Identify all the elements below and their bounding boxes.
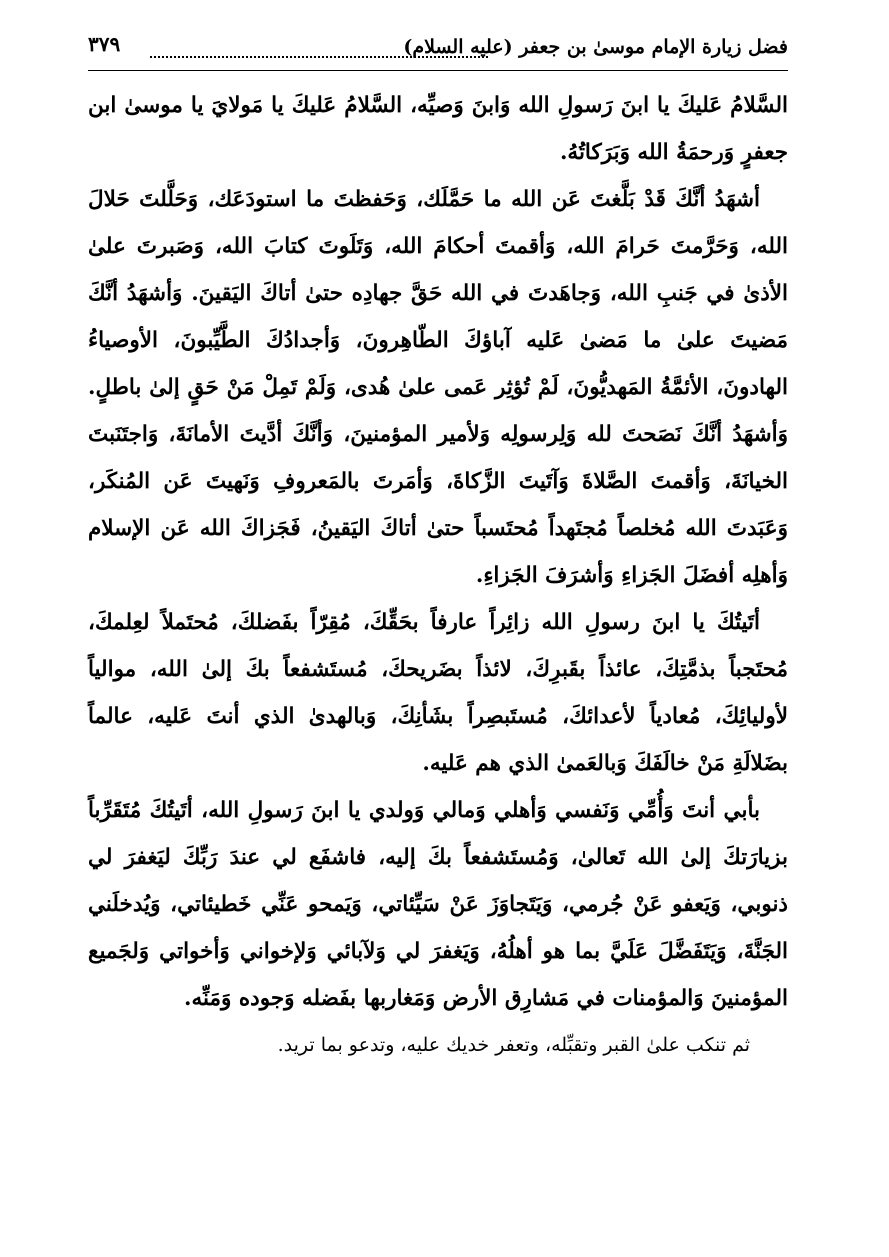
paragraph-visit: أتَيتُكَ يا ابنَ رسولِ الله زائِراً عارفاً بحَقِّكَ، مُقِرّاً بفَضلكَ، مُحتَملاً لعِلمكَ، مُحتَجباً بذمَّتِكَ، عائذاً بقَبرِكَ، لائذاً بضَريحكَ، مُستَشفعاً بكَ إلىٰ الله، موالياً لأوليائِكَ، مُعادياً لأعدائكَ، مُستَبصِراً بشَأنِكَ، وَبالهدىٰ الذي أنتَ عَليه، عالماً بضَلالَةِ مَنْ خالَفَكَ وَبالعَمىٰ الذي هم عَليه. — [88, 610, 788, 776]
body-text — [88, 82, 788, 1069]
running-header — [88, 30, 788, 70]
paragraph-instruction: ثم تنكب علىٰ القبر وتقبِّله، وتعفر خديك عليه، وتدعو بما تريد. — [277, 1034, 750, 1056]
header-dot-leader — [150, 36, 488, 58]
paragraph-salutation: السَّلامُ عَليكَ يا ابنَ رَسولِ الله وَابنَ وَصيِّه، السَّلامُ عَليكَ يا مَولايَ يا موسىٰ ابن جعفرٍ وَرحمَةُ الله وَبَرَكاتُهُ. — [88, 93, 788, 165]
header-title: فضل زيارة الإمام موسىٰ بن جعفر (عليه السلام) — [403, 36, 788, 58]
header-rule — [88, 70, 788, 71]
paragraph-supplication: بأبي أنتَ وَأُمِّي وَنَفسي وَأهلي وَمالي وَولدي يا ابنَ رَسولِ الله، أتَيتُكَ مُتَقَرِّباً بزيارَتكَ إلىٰ الله تَعالىٰ، وَمُستَشفعاً بكَ إليه، فاشفَع لي عندَ رَبِّكَ ليَغفرَ لي ذنوبي، وَيَعفو عَنْ جُرمي، وَيَتَجاوَزَ عَنْ سَيِّئاتي، وَيَمحو عَنِّي خَطيئاتي، وَيُدخلَني الجَنَّةَ، وَيَتَفَضَّلَ عَلَيَّ بما هو أهلُهُ، وَيَغفرَ لي وَلآبائي وَلإخواني وَأخواتي وَلجَميع المؤمنينَ وَالمؤمنات في مَشارِق الأرض وَمَغاربها بفَضله وَجوده وَمَنِّه. — [88, 798, 788, 1011]
paragraph-testimony: أشهَدُ أنَّكَ قَدْ بَلَّغتَ عَن الله ما حَمَّلَك، وَحَفظتَ ما استودَعَك، وَحَلَّلتَ حَلالَ الله، وَحَرَّمتَ حَرامَ الله، وَأقمتَ أحكامَ الله، وَتَلَوتَ كتابَ الله، وَصَبرتَ علىٰ الأذىٰ في جَنبِ الله، وَجاهَدتَ في الله حَقَّ جهادِه حتىٰ أتاكَ اليَقينَ. وَأشهَدُ أنَّكَ مَضيتَ علىٰ ما مَضىٰ عَليه آباؤكَ الطّاهِرونَ، وَأجدادُكَ الطَّيِّبونَ، الأوصياءُ الهادونَ، الأئمَّةُ المَهديُّونَ، لَمْ تُؤثِر عَمى علىٰ هُدى، وَلَمْ تَمِلْ مَنْ حَقٍ إلىٰ باطلٍ. وَأشهَدُ أنَّكَ نَصَحتَ لله وَلِرسولِه وَلأمير المؤمنينَ، وَأنَّكَ أدَّيتَ الأمانَةَ، وَاجتَنَبتَ الخيانَةَ، وَأقمتَ الصَّلاةَ وَآتَيتَ الزَّكاةَ، وَأمَرتَ بالمَعروفِ وَنَهيتَ عَن المُنكَر، وَعَبَدتَ الله مُخلصاً مُجتَهداً مُحتَسباً حتىٰ أتاكَ اليَقينُ، فَجَزاكَ الله عَن الإسلام وَأهلِه أفضَلَ الجَزاءِ وَأشرَفَ الجَزاءِ. — [88, 187, 788, 588]
page-number: ٣٧٩ — [88, 32, 121, 56]
